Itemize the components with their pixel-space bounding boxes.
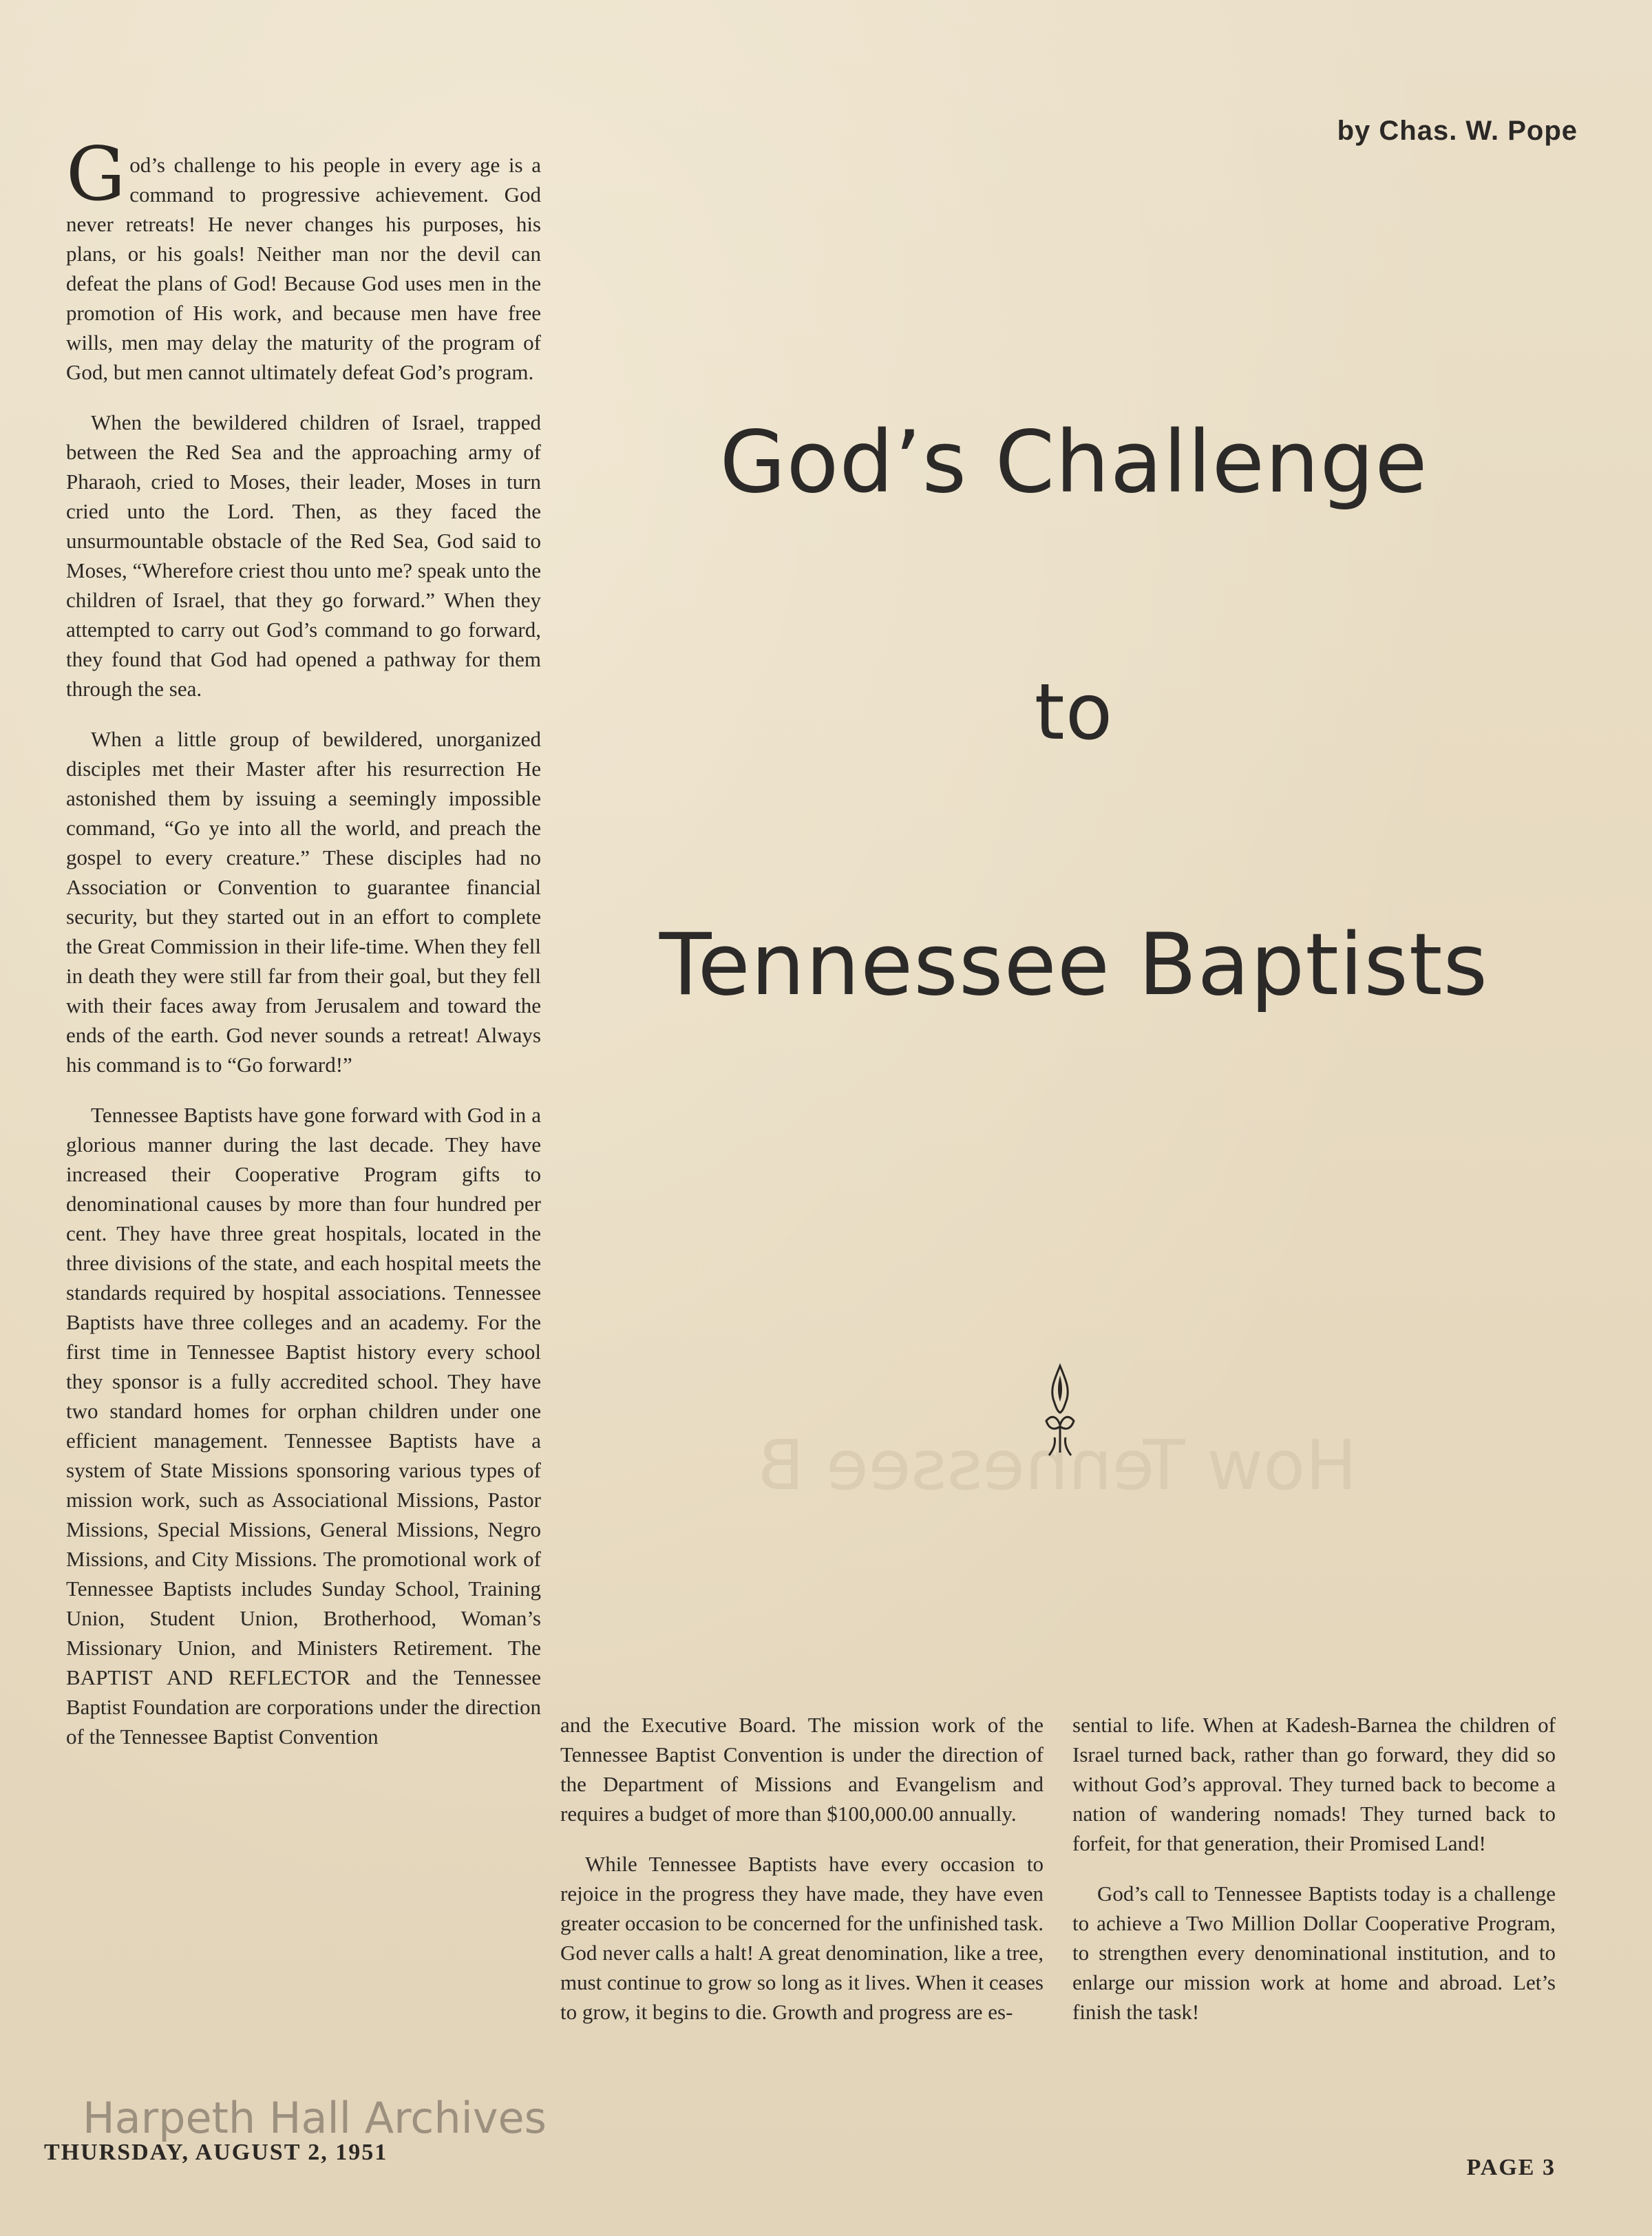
flame-fleur-ornament-icon (1041, 1363, 1079, 1459)
page-number: PAGE 3 (1466, 2155, 1556, 2180)
show-through-text: How Tennessee B (757, 1425, 1357, 1506)
article-paragraph-1-text: od’s challenge to his people in every age is a command to progressive achievement. God never retreats! He never changes his purposes, his plans, or his goals! Neither man nor the devil can defeat the plans of God! Because God uses men in the promotion of His work, and because men have free wills, men may delay the maturity of the program of God, but men cannot ultimately defeat God’s program. (66, 153, 541, 384)
title-line-2: to (1034, 668, 1114, 757)
title-line-1: God’s Challenge (719, 413, 1428, 512)
article-paragraph-7: sential to life. When at Kadesh-Barnea the children of Israel turned back, rather than go forward, they did so without God’s approval. They turned back to become a nation of wandering nomads! They turned back to forfeit, for that generation, their Promised Land! (1072, 1713, 1556, 1855)
article-paragraph-6: While Tennessee Baptists have every occasion to rejoice in the progress they have made, they have even greater occasion to be concerned for the unfinished task. God never calls a halt! A great denomination, like a tree, must continue to grow so long as it lives. When it ceases to grow, it begins to die. Growth and progress are es- (560, 1852, 1044, 2024)
article-paragraph-4: Tennessee Baptists have gone forward with God in a glorious manner during the last decade. They have increased their Cooperative Program gifts to denominational causes by more than four hundred per cent. They have three great hospitals, located in the three divisions of the state, and each hospital meets the standards required by hospital associations. Tennessee Baptists have three colleges and an academy. For the first time in Tennessee Baptist history every school they sponsor is a fully accredited school. They have two standard homes for orphan children under one efficient management. Tennessee Baptists have a system of State Missions sponsoring various types of mission work, such as Associational Missions, Pastor Missions, Special Missions, General Missions, Negro Missions, and City Missions. The promotional work of Tennessee Baptists includes Sunday School, Training Union, Student Union, Brotherhood, Woman’s Missionary Union, and Ministers Retirement. The BAPTIST AND REFLECTOR and the Tennessee Baptist Foundation are corporations under the direction of the Tennessee Baptist Convention (66, 1103, 541, 1749)
author-byline: by Chas. W. Pope (1337, 116, 1578, 146)
issue-date: THURSDAY, AUGUST 2, 1951 (44, 2140, 388, 2165)
article-paragraph-2: When the bewildered children of Israel, trapped between the Red Sea and the approaching army of Pharaoh, cried to Moses, their leader, Moses in turn cried unto the Lord. Then, as they faced the unsurmountable obstacle of the Red Sea, God said to Moses, “Wherefore criest thou unto me? speak unto the children of Israel, that they go forward.” When they attempted to carry out God’s command to go forward, they found that God had opened a pathway for them through the sea. (66, 410, 541, 701)
article-paragraph-3: When a little group of bewildered, unorganized disciples met their Master after his resurrection He astonished them by issuing a seemingly impossible command, “Go ye into all the world, and preach the gospel to every creature.” These disciples had no Association or Convention to guarantee financial security, but they started out in an effort to complete the Great Commission in their life-time. When they fell in death they were still far from their goal, but they fell with their faces away from Jerusalem and toward the ends of the earth. God never sounds a retreat! Always his command is to “Go forward!” (66, 727, 541, 1077)
title-line-3: Tennessee Baptists (659, 916, 1489, 1015)
article-column-1 (66, 131, 541, 1772)
article-column-3 (1072, 1710, 1556, 2047)
archive-watermark: Harpeth Hall Archives (83, 2093, 547, 2143)
drop-cap: G (66, 131, 126, 218)
article-paragraph-5: and the Executive Board. The mission work of the Tennessee Baptist Convention is under the direction of the Department of Missions and Evangelism and requires a budget of more than $100,000.00 annually. (560, 1713, 1044, 1826)
article-paragraph-1 (66, 131, 541, 387)
article-column-2 (560, 1710, 1044, 2047)
article-paragraph-8: God’s call to Tennessee Baptists today is a challenge to achieve a Two Million Dollar Cooperative Program, to strengthen every denominational institution, and to enlarge our mission work at home and abroad. Let’s finish the task! (1072, 1881, 1556, 2024)
